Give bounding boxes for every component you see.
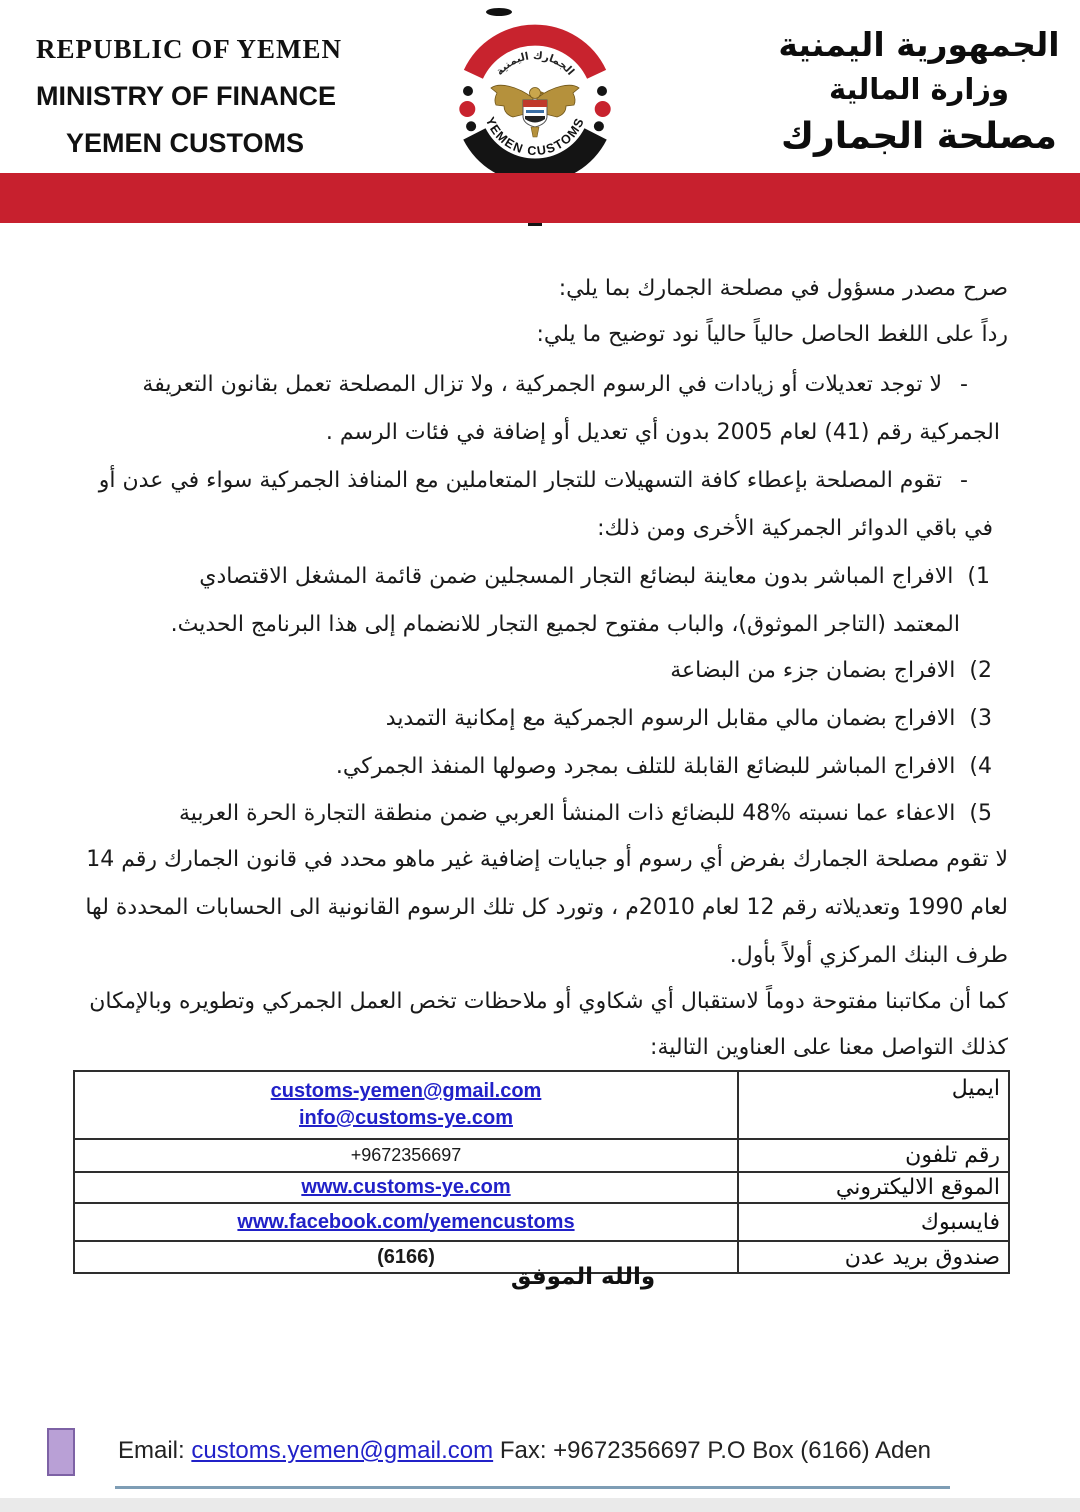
logo-dot bbox=[463, 86, 473, 96]
body-line-numbered-item: 3)الافراج بضمان مالي مقابل الرسوم الجمركية مع إمكانية التمديد bbox=[386, 702, 992, 736]
footer-fax-pobox: Fax: +9672356697 P.O Box (6166) Aden bbox=[499, 1437, 932, 1464]
page-bottom-edge bbox=[0, 1498, 1080, 1512]
body-line: المعتمد (التاجر الموثوق)، والباب مفتوح لجميع التجار للانضمام إلى هذا البرنامج الحديث. bbox=[170, 612, 960, 637]
body-line-dash-item: -تقوم المصلحة بإعطاء كافة التسهيلات للتجار المتعاملين مع المنافذ الجمركية سواء في عدن أو bbox=[99, 464, 968, 498]
website-link[interactable]: www.customs-ye.com bbox=[301, 1176, 511, 1198]
body-line: رداً على اللغط الحاصل حالياً حالياً نود توضيح ما يلي: bbox=[536, 322, 1008, 347]
closing-blessing: والله الموفق bbox=[510, 1264, 656, 1290]
logo-english-arc-text: YEMEN CUSTOMS bbox=[482, 115, 588, 159]
calligraphy-ministry: وزارة المالية bbox=[828, 72, 1010, 106]
phone-number: +9672356697 bbox=[74, 1139, 738, 1172]
footer-divider-line bbox=[115, 1486, 950, 1489]
title-republic-of-yemen: REPUBLIC OF YEMEN bbox=[36, 34, 343, 64]
table-row-phone bbox=[74, 1139, 1009, 1172]
phone-label: رقم تلفون bbox=[738, 1139, 1009, 1172]
body-line-numbered-item: 4)الافراج المباشر للبضائع القابلة للتلف بمجرد وصولها المنفذ الجمركي. bbox=[336, 750, 992, 784]
dash-marker: - bbox=[960, 468, 968, 493]
body-line-numbered-item: 5)الاعفاء عما نسبته %48 للبضائع ذات المنشأ العربي ضمن منطقة التجارة الحرة العربية bbox=[179, 797, 992, 831]
logo-dot bbox=[466, 121, 476, 131]
facebook-link[interactable]: www.facebook.com/yemencustoms bbox=[237, 1210, 575, 1233]
footer-purple-marker bbox=[47, 1428, 75, 1476]
logo-dot bbox=[459, 101, 475, 117]
contact-table bbox=[73, 1070, 1010, 1274]
website-label: الموقع الاليكتروني bbox=[738, 1172, 1009, 1203]
eagle-emblem bbox=[491, 85, 579, 137]
number-marker: 2) bbox=[969, 658, 992, 683]
email-link-1[interactable]: customs-yemen@gmail.com bbox=[270, 1080, 542, 1102]
body-line: الجمركية رقم (41) لعام 2005 بدون أي تعديل أو إضافة في فئات الرسم . bbox=[325, 420, 1000, 445]
body-line: لعام 1990 وتعديلاته رقم 12 لعام 2010م ، وتورد كل تلك الرسوم القانونية الى الحسابات المحددة لها bbox=[85, 895, 1008, 920]
body-line-numbered-item: 1)الافراج المباشر بدون معاينة لبضائع التجار المسجلين ضمن قائمة المشغل الاقتصادي bbox=[199, 560, 990, 594]
body-line: في باقي الدوائر الجمركية الأخرى ومن ذلك: bbox=[597, 516, 993, 541]
body-line: كذلك التواصل معنا على العناوين التالية: bbox=[650, 1035, 1008, 1060]
header-english-block bbox=[36, 34, 342, 159]
calligraphy-customs: مصلحة الجمارك bbox=[781, 116, 1057, 157]
body-line: صرح مصدر مسؤول في مصلحة الجمارك بما يلي: bbox=[558, 276, 1008, 301]
footer-contact-line bbox=[118, 1437, 931, 1465]
red-divider-bar bbox=[0, 173, 1080, 223]
table-row-facebook bbox=[74, 1203, 1009, 1241]
footer-email-label: Email: bbox=[118, 1437, 185, 1464]
title-ministry-of-finance: MINISTRY OF FINANCE bbox=[36, 81, 337, 111]
logo-dot bbox=[597, 86, 607, 96]
table-row-email bbox=[74, 1071, 1009, 1139]
calligraphy-republic: الجمهورية اليمنية bbox=[778, 25, 1060, 64]
header-calligraphy-block bbox=[774, 22, 1064, 164]
logo-dot bbox=[595, 101, 611, 117]
dash-marker: - bbox=[960, 372, 968, 397]
pobox-number: (6166) bbox=[74, 1241, 738, 1273]
svg-text:الجمارك اليمنية bbox=[494, 50, 577, 78]
logo-dot bbox=[594, 121, 604, 131]
facebook-label: فايسبوك bbox=[738, 1203, 1009, 1241]
email-link-2[interactable]: info@customs-ye.com bbox=[299, 1107, 513, 1129]
number-marker: 1) bbox=[967, 564, 990, 589]
logo-arabic-arc-text: الجمارك اليمنية bbox=[493, 49, 577, 78]
body-line-numbered-item: 2)الافراج بضمان جزء من البضاعة bbox=[670, 654, 992, 688]
number-marker: 5) bbox=[969, 801, 992, 826]
body-line: لا تقوم مصلحة الجمارك بفرض أي رسوم أو جبايات إضافية غير ماهو محدد في قانون الجمارك رقم 14 bbox=[86, 847, 1008, 872]
pobox-label: صندوق بريد عدن bbox=[738, 1241, 1009, 1273]
scan-smudge bbox=[486, 8, 512, 16]
number-marker: 3) bbox=[969, 706, 992, 731]
table-row-website bbox=[74, 1172, 1009, 1203]
body-line: كما أن مكاتبنا مفتوحة دوماً لاستقبال أي شكاوي أو ملاحظات تخص العمل الجمركي وتطويره وبالإمكان bbox=[89, 989, 1008, 1014]
email-label: ايميل bbox=[738, 1071, 1009, 1139]
footer-email-link[interactable]: customs.yemen@gmail.com bbox=[191, 1437, 494, 1464]
body-line: طرف البنك المركزي أولاً بأول. bbox=[729, 943, 1008, 968]
title-yemen-customs: YEMEN CUSTOMS bbox=[66, 128, 305, 158]
number-marker: 4) bbox=[969, 754, 992, 779]
body-line-dash-item: -لا توجد تعديلات أو زيادات في الرسوم الجمركية ، ولا تزال المصلحة تعمل بقانون التعريفة bbox=[142, 368, 968, 402]
